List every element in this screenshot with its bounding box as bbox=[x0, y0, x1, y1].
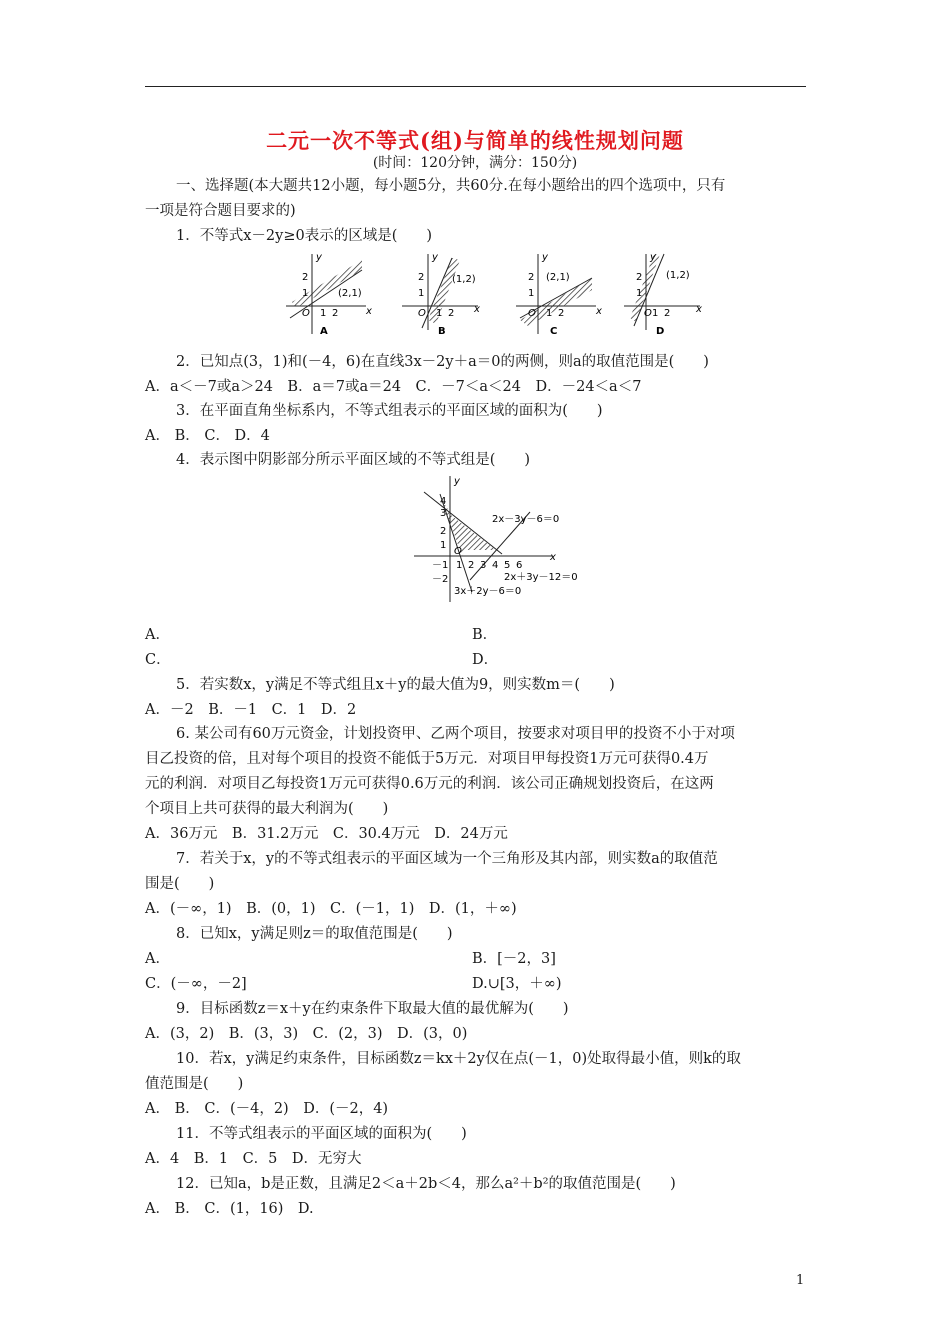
q4-line-label-2: 2x＋3y－12＝0 bbox=[504, 572, 578, 583]
q1b-origin: O bbox=[418, 308, 426, 319]
q1d-origin: O bbox=[644, 308, 652, 319]
question-4-option-d: D． bbox=[472, 652, 499, 668]
q4-origin: O bbox=[454, 546, 462, 557]
q1a-y-label: y bbox=[316, 252, 322, 263]
q1b-x-label: x bbox=[474, 304, 480, 315]
question-4-option-b: B． bbox=[472, 627, 498, 643]
q1b-ytick-1: 1 bbox=[418, 288, 425, 299]
q4-xtick-1: 1 bbox=[456, 560, 463, 571]
q4-xtick-3: 3 bbox=[480, 560, 487, 571]
question-6-options: A．36万元 B．31.2万元 C．30.4万元 D．24万元 bbox=[145, 826, 508, 842]
q1d-ytick-2: 2 bbox=[636, 272, 643, 283]
question-10-line1: 10．若x，y满足约束条件，目标函数z＝kx＋2y仅在点(－1，0)处取得最小值，则k的取 bbox=[176, 1051, 741, 1067]
q4-line-label-1: 2x－3y－6＝0 bbox=[492, 514, 560, 525]
q1c-ytick-1: 1 bbox=[528, 288, 535, 299]
question-6-line2: 目乙投资的倍，且对每个项目的投资不能低于5万元．对项目甲每投资1万元可获得0.4万 bbox=[145, 751, 709, 767]
page-subtitle: (时间：120分钟，满分：150分) bbox=[372, 155, 578, 171]
question-10-line2: 值范围是( ) bbox=[145, 1076, 244, 1092]
q1c-xtick-1: 1 bbox=[546, 308, 553, 319]
q1c-origin: O bbox=[528, 308, 536, 319]
q4-xtick-2: 2 bbox=[468, 560, 475, 571]
q4-ytick-3: 3 bbox=[440, 508, 447, 519]
question-9-options: A．(3，2) B．(3，3) C．(2，3) D．(3，0) bbox=[145, 1026, 468, 1042]
q1c-y-label: y bbox=[542, 252, 548, 263]
q1-figure-c bbox=[512, 250, 602, 342]
question-6-line4: 个项目上共可获得的最大利润为( ) bbox=[145, 801, 389, 817]
q1b-ytick-2: 2 bbox=[418, 272, 425, 283]
q1a-label: A bbox=[320, 326, 328, 337]
q4-ytick-neg1: －1 bbox=[432, 560, 449, 571]
question-2-stem: 2．已知点(3，1)和(－4，6)在直线3x－2y＋a＝0的两侧，则a的取值范围是( ) bbox=[176, 354, 709, 370]
q1d-ytick-1: 1 bbox=[636, 288, 643, 299]
question-11-stem: 11．不等式组表示的平面区域的面积为( ) bbox=[176, 1126, 467, 1142]
question-4-option-c: C． bbox=[145, 652, 171, 668]
q1b-y-label: y bbox=[432, 252, 438, 263]
question-5-stem: 5．若实数x，y满足不等式组且x＋y的最大值为9，则实数m＝( ) bbox=[176, 677, 615, 693]
q1a-ytick-1: 1 bbox=[302, 288, 309, 299]
q1d-xtick-1: 1 bbox=[652, 308, 659, 319]
q1a-xtick-2: 2 bbox=[332, 308, 339, 319]
question-12-options: A． B． C．(1，16) D. bbox=[145, 1201, 314, 1217]
q4-xtick-4: 4 bbox=[492, 560, 499, 571]
q1c-ytick-2: 2 bbox=[528, 272, 535, 283]
question-7-line1: 7．若关于x，y的不等式组表示的平面区域为一个三角形及其内部，则实数a的取值范 bbox=[176, 851, 718, 867]
q1a-ytick-2: 2 bbox=[302, 272, 309, 283]
q4-ytick-2: 2 bbox=[440, 526, 447, 537]
q1d-point: (1,2) bbox=[666, 270, 690, 281]
q1c-label: C bbox=[550, 326, 558, 337]
question-6-line1: 6. 某公司有60万元资金，计划投资甲、乙两个项目，按要求对项目甲的投资不小于对项 bbox=[176, 726, 735, 742]
q4-ytick-1: 1 bbox=[440, 540, 447, 551]
question-5-options: A．－2 B．－1 C．1 D．2 bbox=[145, 702, 357, 718]
q4-figure bbox=[410, 472, 580, 611]
question-12-stem: 12．已知a，b是正数，且满足2＜a＋2b＜4，那么a²＋b²的取值范围是( ) bbox=[176, 1176, 676, 1192]
q4-xtick-5: 5 bbox=[504, 560, 511, 571]
q1d-xtick-2: 2 bbox=[664, 308, 671, 319]
q1d-x-label: x bbox=[696, 304, 702, 315]
q4-ytick-4: 4 bbox=[440, 496, 447, 507]
q1-figure-a bbox=[282, 250, 372, 342]
question-1-stem: 1．不等式x－2y≥0表示的区域是( ) bbox=[176, 228, 433, 244]
q1b-point: (1,2) bbox=[452, 274, 476, 285]
question-3-options: A． B． C． D．4 bbox=[145, 428, 270, 444]
question-3-stem: 3．在平面直角坐标系内，不等式组表示的平面区域的面积为( ) bbox=[176, 403, 603, 419]
page-number: 1 bbox=[796, 1273, 805, 1288]
question-4-option-a: A． bbox=[145, 627, 170, 643]
q1a-origin: O bbox=[302, 308, 310, 319]
section-heading-line1: 一、选择题(本大题共12小题，每小题5分，共60分.在每小题给出的四个选项中，只有 bbox=[176, 178, 726, 194]
question-10-options: A． B． C．(－4，2) D．(－2，4) bbox=[145, 1101, 389, 1117]
q4-xtick-6: 6 bbox=[516, 560, 523, 571]
question-8-option-b: B．[－2，3] bbox=[472, 951, 556, 967]
question-11-options: A．4 B．1 C．5 D．无穷大 bbox=[145, 1151, 362, 1167]
q1a-x-label: x bbox=[366, 306, 372, 317]
q1d-y-label: y bbox=[650, 252, 656, 263]
q1b-xtick-2: 2 bbox=[448, 308, 455, 319]
question-7-line2: 围是( ) bbox=[145, 876, 215, 892]
q4-y-label: y bbox=[454, 476, 460, 487]
question-6-line3: 元的利润．对项目乙每投资1万元可获得0.6万元的利润．该公司正确规划投资后，在这两 bbox=[145, 776, 714, 792]
q1b-label: B bbox=[438, 326, 446, 337]
section-heading-line2: 一项是符合题目要求的) bbox=[145, 203, 296, 219]
q1a-point: (2,1) bbox=[338, 288, 362, 299]
q1a-xtick-1: 1 bbox=[320, 308, 327, 319]
q1c-point: (2,1) bbox=[546, 272, 570, 283]
q1c-x-label: x bbox=[596, 306, 602, 317]
question-8-option-a: A． bbox=[145, 951, 170, 967]
question-8-option-d: D.∪[3，＋∞) bbox=[472, 976, 562, 992]
q1b-xtick-1: 1 bbox=[436, 308, 443, 319]
header-rule bbox=[145, 86, 806, 87]
page-title: 二元一次不等式(组)与简单的线性规划问题 bbox=[266, 128, 684, 153]
question-8-option-c: C．(－∞，－2] bbox=[145, 976, 247, 992]
question-2-options: A．a＜－7或a＞24 B．a＝7或a＝24 C．－7＜a＜24 D．－24＜a＜7 bbox=[145, 379, 642, 395]
question-7-options: A．(－∞，1) B．(0，1) C．(－1，1) D．(1，＋∞) bbox=[145, 901, 517, 917]
question-8-stem: 8．已知x，y满足则z＝的取值范围是( ) bbox=[176, 926, 453, 942]
q1d-label: D bbox=[656, 326, 665, 337]
question-9-stem: 9．目标函数z＝x＋y在约束条件下取最大值的最优解为( ) bbox=[176, 1001, 569, 1017]
q4-x-label: x bbox=[550, 552, 556, 563]
q4-line-label-3: 3x＋2y－6＝0 bbox=[454, 586, 522, 597]
q1-figure-d bbox=[620, 250, 710, 342]
question-4-stem: 4．表示图中阴影部分所示平面区域的不等式组是( ) bbox=[176, 452, 531, 468]
q1-figure-b bbox=[398, 250, 488, 342]
q4-ytick-neg2: －2 bbox=[432, 574, 449, 585]
q1c-xtick-2: 2 bbox=[558, 308, 565, 319]
